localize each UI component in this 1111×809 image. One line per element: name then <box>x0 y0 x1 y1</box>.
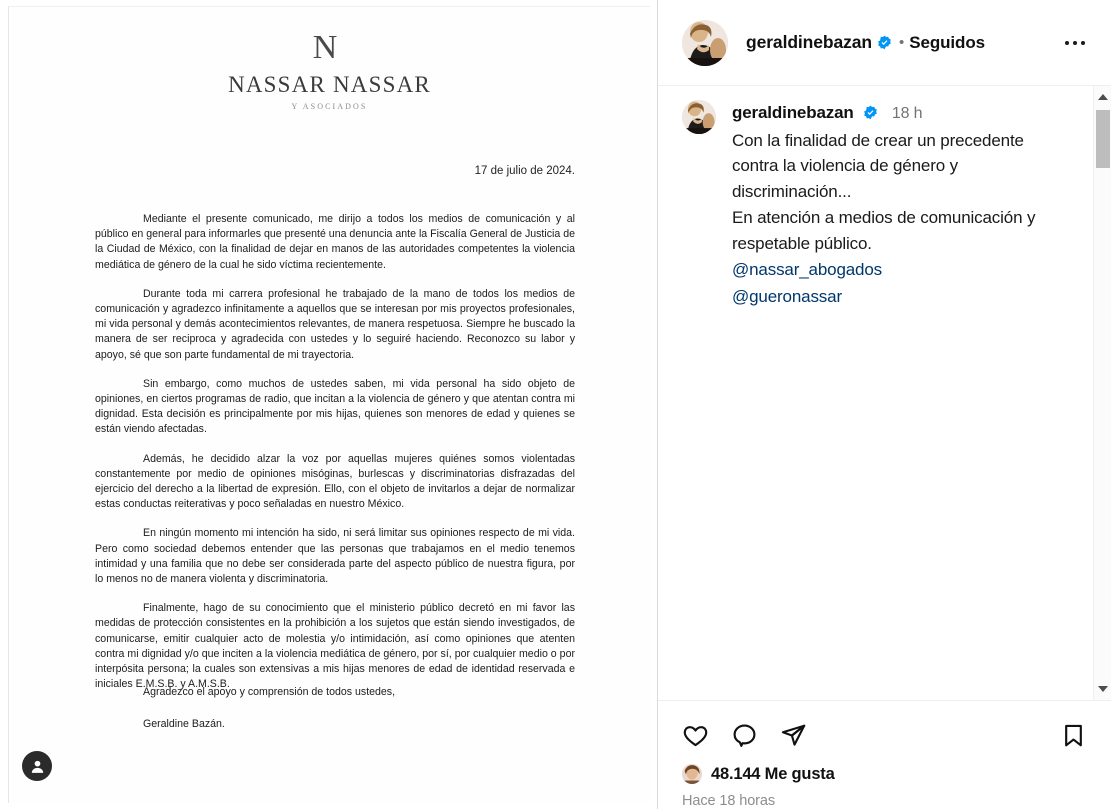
like-button[interactable] <box>682 722 709 749</box>
more-options-icon <box>1081 41 1085 45</box>
author-avatar[interactable] <box>682 20 728 66</box>
follow-status-button[interactable]: Seguidos <box>909 32 985 52</box>
comments-scroll-area <box>658 86 1111 701</box>
post-header <box>658 0 1111 86</box>
more-options-icon <box>1065 41 1069 45</box>
caption-mention-gueronassar[interactable]: @gueronassar <box>732 286 842 306</box>
comment-button[interactable] <box>731 722 758 749</box>
likes-row[interactable] <box>682 764 1087 784</box>
caption-mention-nassar-abogados[interactable]: @nassar_abogados <box>732 260 883 279</box>
document-paragraph: Durante toda mi carrera profesional he trabajado de la mano de todos los medios de comunicación y agradezco infinitamente a aquellos que se interesan por mis proyectos profesionales, mi vida personal y demás acontecimientos relevantes, de manera respetuosa. Siempre he buscado la manera de ser reciproca y agradecida con ustedes y lo seguiré haciendo. Reconozco su labor y apoyo, sé que son parte fundamental de mi trayectoria. <box>95 287 575 361</box>
document-image <box>8 6 650 803</box>
liker-avatar <box>682 764 702 784</box>
document-date: 17 de julio de 2024. <box>474 165 575 177</box>
post-timestamp: Hace 18 horas <box>682 793 776 809</box>
document-paragraph: Mediante el presente comunicado, me dirijo a todos los medios de comunicación y al público en general para informarles que presenté una denuncia ante la Fiscalía General de Justicia de la Ciudad de México, con la finalidad de dejar en manos de las autoridades competentes la violencia mediática de género de la cual he sido víctima recientemente. <box>95 213 575 271</box>
scroll-up-arrow-icon[interactable] <box>1094 88 1111 106</box>
document-closing-block <box>143 685 573 732</box>
caption-line-1: Con la finalidad de crear un precedente contra la violencia de género y discriminación... <box>732 130 1024 201</box>
document-body <box>95 212 575 706</box>
scrollbar-thumb[interactable] <box>1096 110 1110 168</box>
verified-badge-icon <box>863 102 878 117</box>
post-author-username[interactable]: geraldinebazan <box>746 32 872 52</box>
post-actions <box>658 701 1111 809</box>
scroll-down-arrow-icon[interactable] <box>1094 680 1111 698</box>
share-button[interactable] <box>780 722 807 749</box>
save-button[interactable] <box>1060 722 1087 749</box>
document-paragraph: Finalmente, hago de su conocimiento que el ministerio público decretó en mi favor las medidas de protección consistentes en la prohibición a los sujetos que están siendo investigados, de comunicarse, emitir cualquier acto de molestia y/o intimidación, así como opiniones que atenten contra mi dignidad y/o que inciten a la violencia mediática de género, por sí, por cualquier medio o por interpósita persona; la cuales son extensivas a mis hijas menores de edad de identidad reservada e iniciales E.M.S.B. y A.M.S.B. <box>95 602 575 691</box>
caption-username[interactable]: geraldinebazan <box>732 103 854 122</box>
more-options-button[interactable] <box>1055 33 1095 53</box>
letterhead <box>9 31 650 111</box>
document-paragraph: Sin embargo, como muchos de ustedes saben, mi vida personal ha sido objeto de opiniones, en ciertos programas de radio, que incitan a la violencia de género y que atentan contra mi dignidad. Esta decisión es principalmente por mis hijas, quienes son menores de edad y quienes se están viendo afectadas. <box>95 377 575 436</box>
document-signature: Geraldine Bazán. <box>143 718 225 731</box>
document-paragraph: En ningún momento mi intención ha sido, ni será limitar sus opiniones respecto de mi vida. Pero como sociedad debemos entender que las personas que trabajamos en el medio tenemos intimidad y una familia que no debe ser considerada parte del aspecto público de nuestra figura, por lo menos no de manera violenta y discriminatoria. <box>95 527 575 586</box>
caption-timestamp: 18 h <box>891 105 923 122</box>
caption-text-wrapper <box>732 100 1067 309</box>
viewer-profile-badge[interactable] <box>22 751 52 781</box>
verified-badge-icon <box>877 35 892 50</box>
document-paragraph: Además, he decidido alzar la voz por aquellas mujeres quiénes somos violentadas constantemente por medio de opiniones misóginas, burlescas y discriminatorias disfrazadas del ejercicio del derecho a la libertad de expresión. Ello, con el objeto de invitarlos a dejar de normalizar estas conductas reiterativas y poco señaladas en nuestro México. <box>95 452 575 511</box>
document-closing: Agradezco el apoyo y comprensión de todos ustedes, <box>143 686 396 698</box>
caption-block <box>658 86 1111 319</box>
header-separator: • <box>899 34 905 51</box>
firm-name: NASSAR NASSAR <box>228 72 431 97</box>
more-options-icon <box>1073 41 1077 45</box>
caption-author-avatar[interactable] <box>682 100 716 134</box>
person-avatar-icon <box>29 758 46 775</box>
firm-monogram-icon: N <box>312 29 339 66</box>
caption-line-2: En atención a medios de comunicación y respetable público. <box>732 208 1036 253</box>
post-details-panel <box>658 0 1111 809</box>
likes-count-label[interactable]: 48.144 Me gusta <box>711 764 835 783</box>
action-buttons-row <box>682 715 1087 755</box>
comments-scrollbar[interactable] <box>1093 86 1111 700</box>
firm-subtitle: Y ASOCIADOS <box>291 102 368 111</box>
